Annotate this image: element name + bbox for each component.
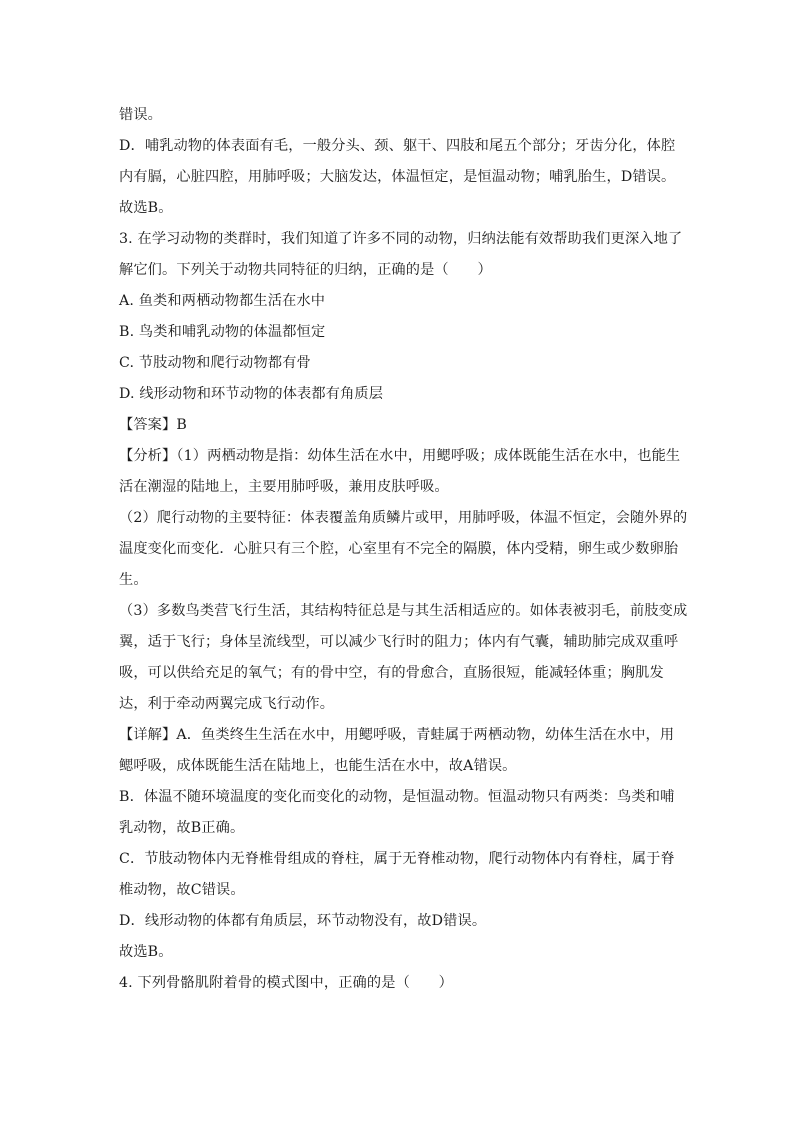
analysis-line: 温度变化而变化．心脏只有三个腔，心室里有不完全的隔膜，体内受精，卵生或少数卵胎 — [119, 541, 679, 557]
explanation-line: C．节肢动物体内无脊椎骨组成的脊柱，属于无脊椎动物，爬行动物体内有脊柱，属于脊 — [119, 851, 675, 867]
option-d: D. 线形动物和环节动物的体表都有角质层 — [119, 386, 384, 402]
explanation-line: 鳃呼吸，成体既能生活在陆地上，也能生活在水中，故A错误。 — [119, 758, 517, 774]
explanation-line: 椎动物，故C错误。 — [119, 882, 245, 898]
analysis-line: 达，利于牵动两翼完成飞行动作。 — [119, 696, 335, 712]
answer-line: 【答案】B — [119, 417, 187, 433]
option-c: C. 节肢动物和爬行动物都有骨 — [119, 355, 311, 371]
option-a: A. 鱼类和两栖动物都生活在水中 — [119, 293, 326, 309]
analysis-line: 吸，可以供给充足的氧气；有的骨中空，有的骨愈合，直肠很短，能减轻体重；胸肌发 — [119, 665, 664, 681]
analysis-line: （2）爬行动物的主要特征：体表覆盖角质鳞片或甲，用肺呼吸，体温不恒定，会随外界的 — [119, 510, 688, 526]
text-line: 故选B。 — [119, 944, 173, 960]
text-line: 错误。 — [119, 107, 163, 123]
question-4-stem: 4. 下列骨骼肌附着骨的模式图中，正确的是（ ） — [119, 975, 453, 991]
analysis-line: 活在潮湿的陆地上，主要用肺呼吸，兼用皮肤呼吸。 — [119, 479, 449, 495]
analysis-line: 翼，适于飞行；身体呈流线型，可以减少飞行时的阻力；体内有气囊，辅助肺完成双重呼 — [119, 634, 679, 650]
explanation-line: B．体温不随环境温度的变化而变化的动物，是恒温动物。恒温动物只有两类：鸟类和哺 — [119, 789, 675, 805]
explanation-line: 乳动物，故B正确。 — [119, 820, 245, 836]
text-line: 故选B。 — [119, 200, 173, 216]
analysis-line: （3）多数鸟类营飞行生活，其结构特征总是与其生活相适应的。如体表被羽毛，前肢变成 — [119, 603, 688, 619]
text-line: 内有膈，心脏四腔，用肺呼吸；大脑发达，体温恒定，是恒温动物；哺乳胎生，D错误。 — [119, 169, 676, 185]
question-3-stem: 3. 在学习动物的类群时，我们知道了许多不同的动物，归纳法能有效帮助我们更深入地了 — [119, 231, 683, 247]
question-3-stem: 解它们。下列关于动物共同特征的归纳，正确的是（ ） — [119, 262, 492, 278]
option-b: B. 鸟类和哺乳动物的体温都恒定 — [119, 324, 326, 340]
analysis-line: 生。 — [119, 572, 148, 588]
explanation-line: 【详解】A．鱼类终生生活在水中，用鳃呼吸，青蛙属于两栖动物，幼体生活在水中，用 — [119, 727, 675, 743]
explanation-line: D．线形动物的体都有角质层，环节动物没有，故D错误。 — [119, 913, 487, 929]
analysis-line: 【分析】（1）两栖动物是指：幼体生活在水中，用鳃呼吸；成体既能生活在水中，也能生 — [119, 448, 681, 464]
text-line: D．哺乳动物的体表面有毛，一般分头、颈、躯干、四肢和尾五个部分；牙齿分化，体腔 — [119, 138, 676, 154]
document-body — [119, 100, 688, 999]
